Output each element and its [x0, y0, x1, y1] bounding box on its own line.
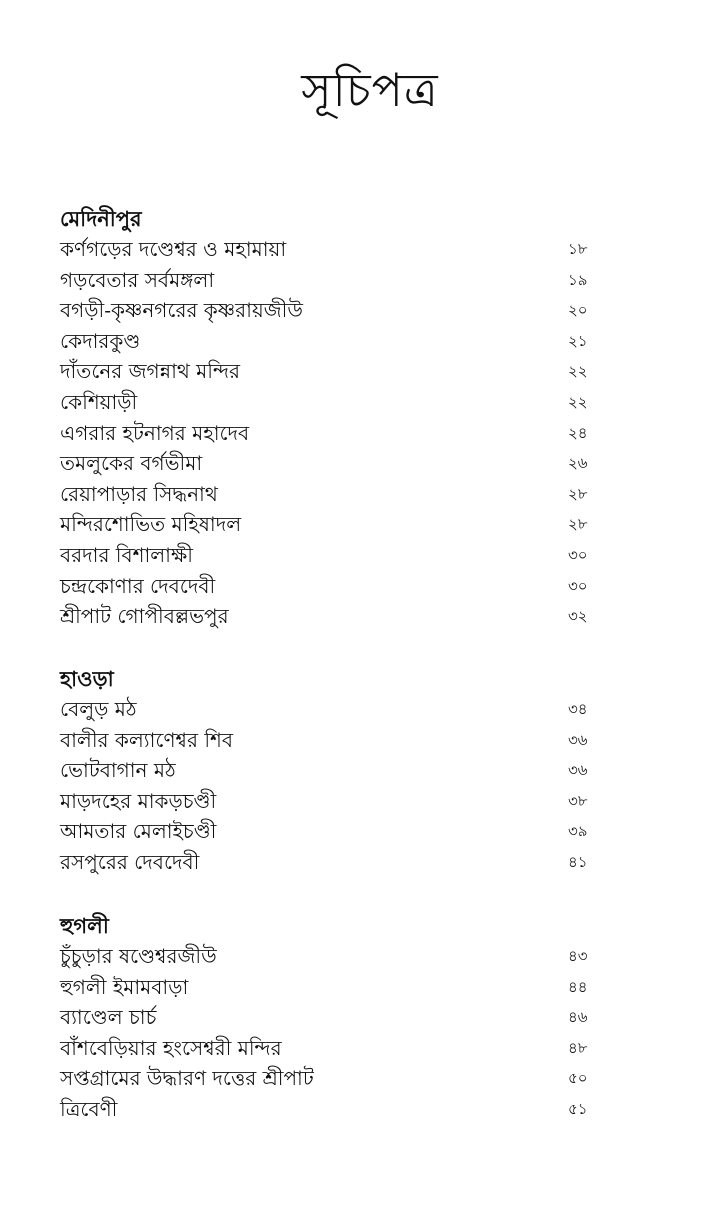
entry-page-number: ৩৯: [568, 822, 588, 841]
entry-page-number: ৩৬: [568, 761, 588, 780]
toc-entry: [60, 387, 600, 418]
section-medinipur: [60, 204, 600, 632]
entry-page-number: ২১: [568, 331, 588, 350]
toc-entry: [60, 755, 600, 786]
toc-entry: [60, 694, 600, 725]
entry-page-number: ৫০: [568, 1069, 588, 1088]
entry-page-number: ২২: [568, 392, 588, 411]
toc-entry: [60, 1094, 600, 1125]
entry-page-number: ৪৪: [568, 977, 588, 996]
entry-title: চুঁচুড়ার ষণ্ডেশ্বরজীউ: [60, 944, 217, 968]
entry-page-number: ৩৪: [568, 700, 588, 718]
entry-title: শ্রীপাট গোপীবল্লভপুর: [60, 604, 229, 629]
toc-entry: [60, 234, 600, 265]
toc-entry: [60, 1033, 600, 1064]
entry-page-number: ১৯: [568, 270, 588, 289]
toc-entry: [60, 601, 600, 632]
toc-entry: [60, 540, 600, 571]
entry-page-number: ৩৬: [568, 730, 588, 749]
entry-title: মাড়দহের মাকড়চণ্ডী: [60, 788, 217, 813]
entry-title: ভোটবাগান মঠ: [60, 758, 176, 783]
toc-entry: [60, 356, 600, 387]
entry-page-number: ৪৮: [568, 1038, 588, 1057]
entry-title: হুগলী ইমামবাড়া: [60, 974, 189, 999]
entry-title: বেলুড় মঠ: [60, 697, 137, 721]
entry-page-number: ৩০: [568, 576, 588, 595]
entry-page-number: ৫১: [568, 1099, 588, 1118]
entry-list: [60, 694, 600, 878]
entry-page-number: ৩২: [568, 607, 588, 626]
toc-entry: [60, 941, 600, 972]
entry-page-number: ৪৬: [568, 1008, 588, 1027]
entry-title: বালীর কল্যাণেশ্বর শিব: [60, 727, 234, 752]
page-title: সূচিপত্র: [301, 63, 439, 117]
entry-page-number: ২৮: [568, 515, 588, 534]
entry-page-number: ২৪: [568, 423, 588, 442]
entry-title: রসপুরের দেবদেবী: [60, 849, 200, 874]
toc-entry: [60, 479, 600, 510]
entry-page-number: ২৬: [568, 454, 588, 473]
toc-entry: [60, 1063, 600, 1094]
entry-page-number: ৩৮: [568, 791, 588, 810]
entry-title: কেশিয়াড়ী: [60, 389, 138, 414]
entry-title: বাঁশবেড়িয়ার হংসেশ্বরী মন্দির: [60, 1035, 282, 1060]
toc-entry: [60, 571, 600, 602]
entry-page-number: ২৮: [568, 484, 588, 503]
entry-title: কেদারকুণ্ড: [60, 328, 141, 353]
entry-list: [60, 234, 600, 632]
entry-title: সপ্তগ্রামের উদ্ধারণ দত্তের শ্রীপাট: [60, 1066, 314, 1091]
toc-entry: [60, 326, 600, 357]
entry-page-number: ১৮: [568, 240, 588, 258]
entry-title: মন্দিরশোভিত মহিষাদল: [60, 512, 242, 537]
toc-entry: [60, 786, 600, 817]
toc-entry: [60, 972, 600, 1003]
entry-title: তমলুকের বর্গভীমা: [60, 451, 203, 476]
section-howrah: [60, 664, 600, 878]
entry-list: [60, 941, 600, 1125]
toc-entry: [60, 265, 600, 296]
toc-entry: [60, 1002, 600, 1033]
entry-page-number: ২২: [568, 362, 588, 381]
toc-entry: [60, 509, 600, 540]
entry-page-number: ৩০: [568, 545, 588, 564]
toc-entry: [60, 725, 600, 756]
section-heading: হাওড়া: [60, 666, 114, 691]
section-hooghly: [60, 911, 600, 1125]
entry-title: রেয়াপাড়ার সিদ্ধনাথ: [60, 481, 218, 506]
entry-title: এগরার হটনাগর মহাদেব: [60, 420, 250, 445]
entry-title: ত্রিবেণী: [60, 1096, 118, 1121]
entry-title: ব্যাণ্ডেল চার্চ: [60, 1005, 157, 1030]
entry-title: গড়বেতার সর্বমঙ্গলা: [60, 267, 215, 292]
section-heading: মেদিনীপুর: [60, 206, 142, 231]
entry-page-number: ২০: [568, 301, 588, 320]
toc-entry: [60, 816, 600, 847]
toc-entry: [60, 448, 600, 479]
toc-entry: [60, 847, 600, 878]
entry-title: দাঁতনের জগন্নাথ মন্দির: [60, 359, 241, 384]
entry-title: কর্ণগড়ের দণ্ডেশ্বর ও মহামায়া: [60, 237, 287, 261]
toc-entry: [60, 295, 600, 326]
entry-title: চন্দ্রকোণার দেবদেবী: [60, 573, 216, 598]
toc-entry: [60, 418, 600, 449]
entry-title: বগড়ী-কৃষ্ণনগরের কৃষ্ণরায়জীউ: [60, 298, 303, 323]
entry-title: আমতার মেলাইচণ্ডী: [60, 819, 217, 844]
entry-page-number: ৪৩: [568, 947, 588, 965]
entry-title: বরদার বিশালাক্ষী: [60, 542, 193, 567]
entry-page-number: ৪১: [568, 852, 588, 871]
section-heading: হুগলী: [60, 913, 109, 938]
